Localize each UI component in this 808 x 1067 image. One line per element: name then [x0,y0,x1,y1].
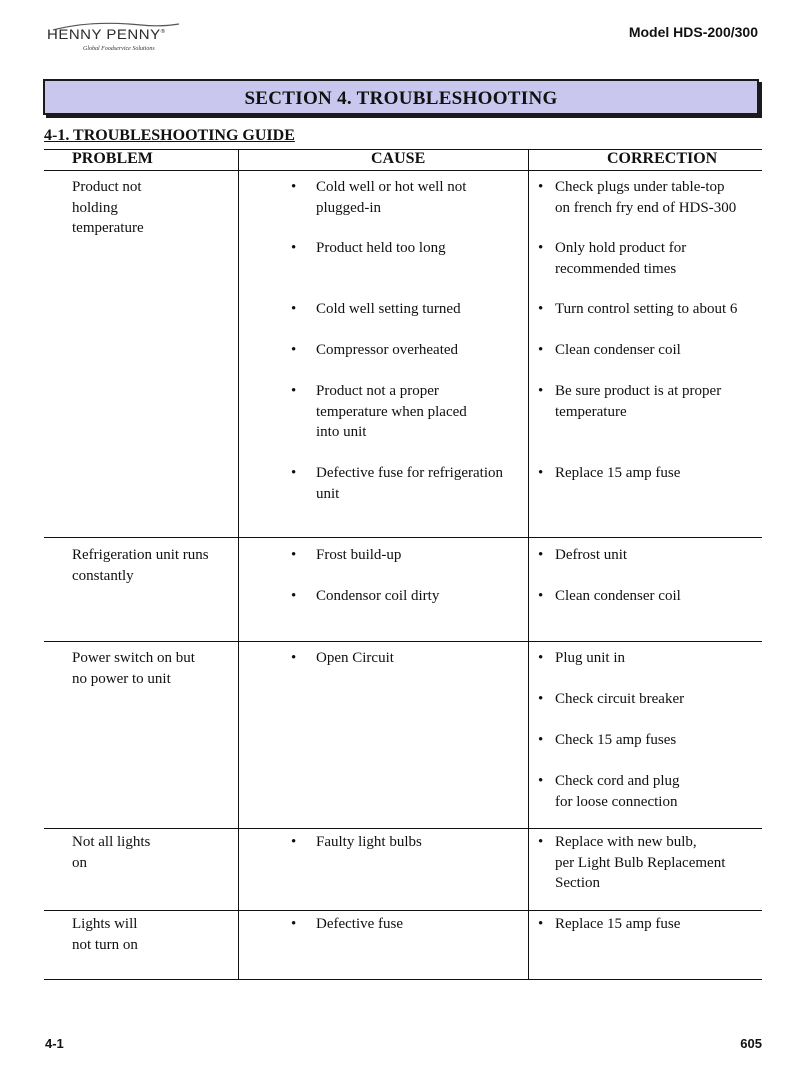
section-title: SECTION 4. TROUBLESHOOTING [244,88,558,109]
table-bottom-rule [44,979,762,980]
cause-item: Condensor coil dirty [316,588,440,604]
bullet-icon: • [538,732,544,748]
column-divider-1 [238,149,239,980]
cause-item: Compressor overheated [316,342,459,358]
column-header-cause: CAUSE [371,150,426,167]
bullet-icon: • [291,342,297,358]
bullet-icon: • [538,465,544,481]
bullet-icon: • [538,650,544,666]
cause-item: Frost build-up [316,547,402,563]
bullet-icon: • [291,301,297,317]
bullet-icon: • [291,834,297,850]
correction-item: Check cord and plug for loose connection [555,773,680,810]
correction-item: Clean condenser coil [555,342,681,358]
correction-item: Check 15 amp fuses [555,732,677,748]
bullet-icon: • [538,342,544,358]
model-label: Model HDS-200/300 [628,24,758,40]
cause-item: Defective fuse for refrigeration unit [316,465,503,502]
column-header-correction: CORRECTION [607,150,718,167]
bullet-icon: • [538,691,544,707]
cause-item: Faulty light bulbs [316,834,422,850]
cause-item: Product not a proper temperature when placed into unit [316,383,467,440]
row-divider [44,641,762,642]
correction-item: Defrost unit [555,547,628,563]
henny-penny-logo [47,22,182,62]
problem-cell: Product not holding temperature [72,179,144,236]
section-banner [43,79,759,115]
bullet-icon: • [538,240,544,256]
bullet-icon: • [291,383,297,399]
bullet-icon: • [538,179,544,195]
correction-item: Plug unit in [555,650,626,666]
brand-tagline: Global Foodservice Solutions [83,46,155,52]
bullet-icon: • [538,547,544,563]
header-bottom-rule [44,170,762,171]
correction-item: Replace with new bulb, per Light Bulb Replacement Section [555,834,726,891]
correction-item: Check plugs under table-top on french fry end of HDS-300 [555,179,737,216]
correction-item: Clean condenser coil [555,588,681,604]
guide-title: 4-1. TROUBLESHOOTING GUIDE [44,127,295,144]
correction-item: Replace 15 amp fuse [555,465,681,481]
bullet-icon: • [538,588,544,604]
row-divider [44,537,762,538]
bullet-icon: • [538,301,544,317]
column-header-problem: PROBLEM [72,150,153,167]
bullet-icon: • [291,240,297,256]
bullet-icon: • [291,650,297,666]
bullet-icon: • [291,465,297,481]
problem-cell: Lights will not turn on [72,916,138,953]
column-divider-2 [528,149,529,980]
correction-item: Turn control setting to about 6 [555,301,738,317]
correction-item: Replace 15 amp fuse [555,916,681,932]
problem-cell: Power switch on but no power to unit [72,650,195,687]
cause-item: Open Circuit [316,650,394,666]
bullet-icon: • [538,916,544,932]
document-number: 605 [740,1036,762,1051]
problem-cell: Refrigeration unit runs constantly [72,547,209,584]
brand-name: HENNY PENNY® [47,26,166,43]
page-number: 4-1 [45,1036,64,1051]
problem-cell: Not all lights on [72,834,151,871]
bullet-icon: • [291,916,297,932]
correction-item: Check circuit breaker [555,691,685,707]
cause-item: Product held too long [316,240,446,256]
bullet-icon: • [538,834,544,850]
row-divider [44,910,762,911]
correction-item: Be sure product is at proper temperature [555,383,722,420]
row-divider [44,828,762,829]
correction-item: Only hold product for recommended times [555,240,687,277]
bullet-icon: • [291,588,297,604]
bullet-icon: • [538,383,544,399]
bullet-icon: • [291,179,297,195]
bullet-icon: • [291,547,297,563]
cause-item: Cold well or hot well not plugged-in [316,179,467,216]
bullet-icon: • [538,773,544,789]
cause-item: Defective fuse [316,916,404,932]
cause-item: Cold well setting turned [316,301,461,317]
